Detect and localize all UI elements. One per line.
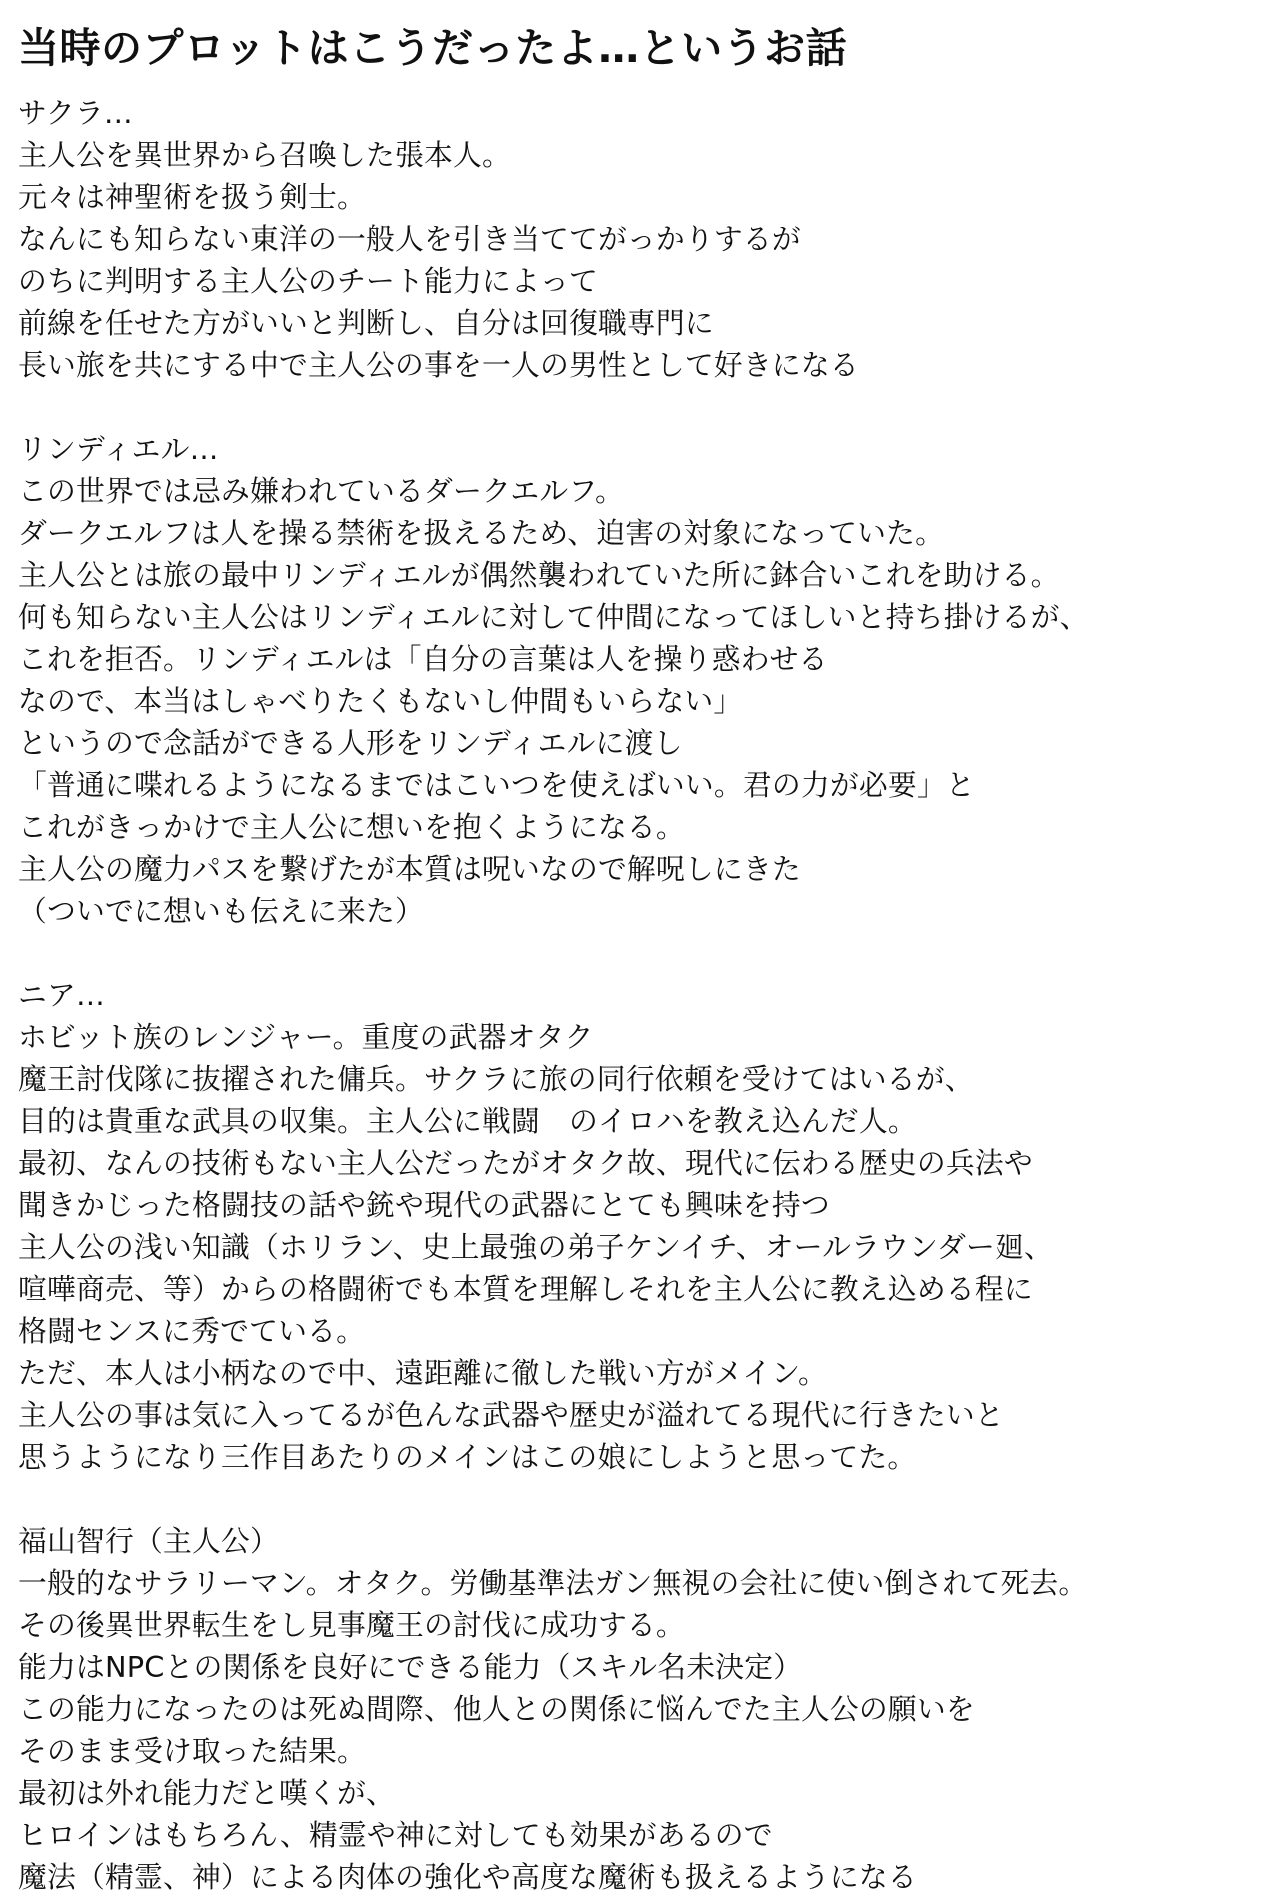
text-line: なので、本当はしゃべりたくもないし仲間もいらない」 <box>18 684 743 718</box>
text-line: 主人公とは旅の最中リンディエルが偶然襲われていた所に鉢合いこれを助ける。 <box>18 558 1060 592</box>
text-line: というので念話ができる人形をリンディエルに渡し <box>18 726 683 760</box>
text-line: 目的は貴重な武具の収集。主人公に戦闘 のイロハを教え込んだ人。 <box>18 1104 917 1138</box>
text-line: 聞きかじった格闘技の話や銃や現代の武器にとても興味を持つ <box>18 1188 830 1222</box>
text-line: 魔王討伐隊に抜擢された傭兵。サクラに旅の同行依頼を受けてはいるが、 <box>18 1062 974 1096</box>
text-line: 長い旅を共にする中で主人公の事を一人の男性として好きになる <box>18 348 859 382</box>
text-line: 最初、なんの技術もない主人公だったがオタク故、現代に伝わる歴史の兵法や <box>18 1146 1033 1180</box>
section-rindiel <box>18 428 1280 932</box>
text-line: 何も知らない主人公はリンディエルに対して仲間になってほしいと持ち掛けるが、 <box>18 600 1089 634</box>
section-heading: 福山智行（主人公） <box>18 1524 279 1558</box>
text-line: なんにも知らない東洋の一般人を引き当ててがっかりするが <box>18 222 801 256</box>
text-line: のちに判明する主人公のチート能力によって <box>18 264 598 298</box>
section-nia <box>18 974 1280 1478</box>
text-line: ホビット族のレンジャー。重度の武器オタク <box>18 1020 594 1054</box>
text-line: 前線を任せた方がいいと判断し、自分は回復職専門に <box>18 306 714 340</box>
text-line: ヒロインはもちろん、精霊や神に対しても効果があるので <box>18 1818 773 1852</box>
text-line: これを拒否。リンディエルは「自分の言葉は人を操り惑わせる <box>18 642 828 676</box>
text-line: ダークエルフは人を操る禁術を扱えるため、迫害の対象になっていた。 <box>18 516 945 550</box>
text-line: 喧嘩商売、等）からの格闘術でも本質を理解しそれを主人公に教え込める程に <box>18 1272 1033 1306</box>
text-line: これがきっかけで主人公に想いを抱くようになる。 <box>18 810 685 844</box>
section-sakura <box>18 92 1280 386</box>
section-heading: リンディエル… <box>18 432 219 466</box>
text-line: 魔法（精霊、神）による肉体の強化や高度な魔術も扱えるようになる <box>18 1860 917 1894</box>
text-line: 主人公の魔力パスを繋げたが本質は呪いなので解呪しにきた <box>18 852 801 886</box>
page-title: 当時のプロットはこうだったよ…というお話 <box>18 24 848 72</box>
text-line: この世界では忌み嫌われているダークエルフ。 <box>18 474 625 508</box>
text-line: この能力になったのは死ぬ間際、他人との関係に悩んでた主人公の願いを <box>18 1692 975 1726</box>
text-line: （ついでに想いも伝えに来た） <box>18 894 424 928</box>
text-line: 格闘センスに秀でている。 <box>18 1314 366 1348</box>
section-protagonist <box>18 1520 1280 1898</box>
text-line: 能力はNPCとの関係を良好にできる能力（スキル名未決定） <box>18 1650 803 1684</box>
text-line: 思うようになり三作目あたりのメインはこの娘にしようと思ってた。 <box>18 1440 917 1474</box>
section-heading: ニア… <box>18 978 105 1012</box>
text-line: 元々は神聖術を扱う剣士。 <box>18 180 366 214</box>
text-line: その後異世界転生をし見事魔王の討伐に成功する。 <box>18 1608 685 1642</box>
text-line: 主人公を異世界から召喚した張本人。 <box>18 138 511 172</box>
text-line: ただ、本人は小柄なので中、遠距離に徹した戦い方がメイン。 <box>18 1356 828 1390</box>
text-line: 最初は外れ能力だと嘆くが、 <box>18 1776 395 1810</box>
text-line: 一般的なサラリーマン。オタク。労働基準法ガン無視の会社に使い倒されて死去。 <box>18 1566 1088 1600</box>
text-line: 主人公の事は気に入ってるが色んな武器や歴史が溢れてる現代に行きたいと <box>18 1398 1004 1432</box>
text-line: 「普通に喋れるようになるまではこいつを使えばいい。君の力が必要」と <box>18 768 975 802</box>
text-line: そのまま受け取った結果。 <box>18 1734 366 1768</box>
section-heading: サクラ… <box>18 96 133 130</box>
text-line: 主人公の浅い知識（ホリラン、史上最強の弟子ケンイチ、オールラウンダー廻、 <box>18 1230 1053 1264</box>
